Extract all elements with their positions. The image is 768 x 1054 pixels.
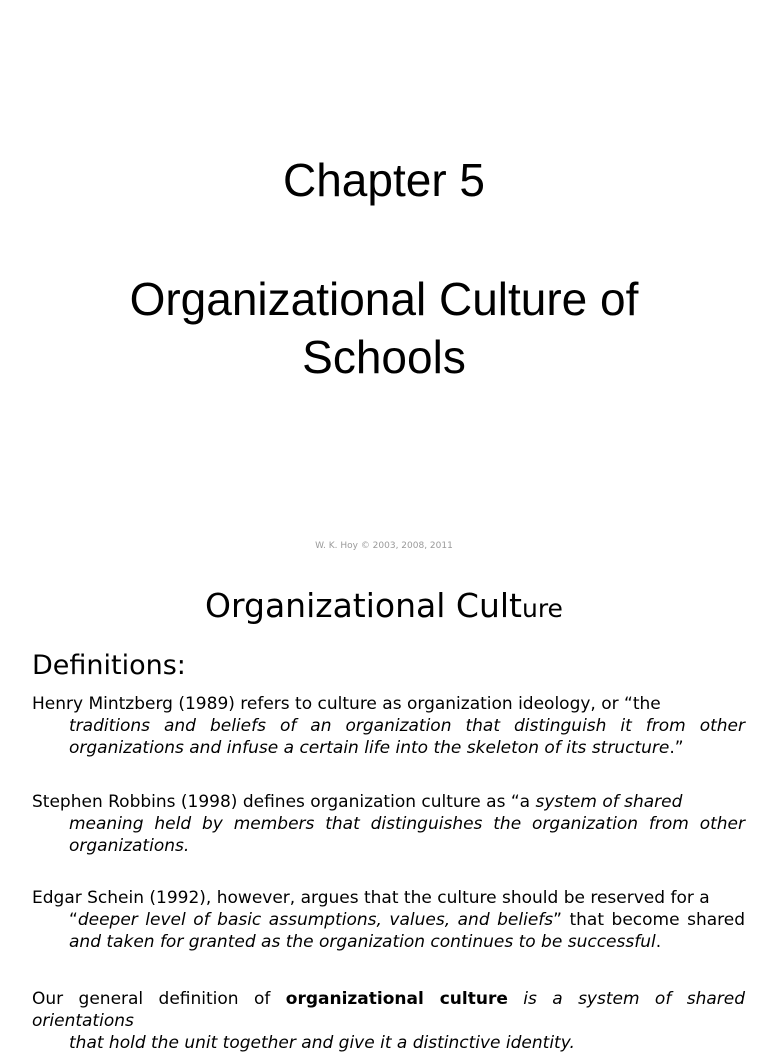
slide-title-tail: ure — [521, 594, 563, 623]
mintzberg-lead: Henry Mintzberg (1989) refers to culture as organization ideology, or “the — [32, 694, 661, 714]
copyright-footer: W. K. Hoy © 2003, 2008, 2011 — [315, 541, 453, 551]
slide-title-main: Organizational Cult — [205, 586, 522, 625]
definition-schein — [32, 887, 745, 953]
subtitle-line-2: Schools — [302, 331, 466, 383]
definitions-heading: Definitions: — [32, 650, 186, 681]
chapter-subtitle — [0, 270, 768, 386]
schein-end: . — [655, 932, 662, 952]
schein-close-quote: ” — [553, 910, 562, 930]
mintzberg-quote: traditions and beliefs of an organization that distinguish it from other organizations and infuse a certain life into the skeleton of its structure — [69, 716, 745, 758]
slide-title — [0, 586, 768, 625]
schein-quote-1: deeper level of basic assumptions, values, and beliefs — [77, 910, 554, 930]
mintzberg-end: .” — [669, 738, 684, 758]
definition-mintzberg — [32, 693, 745, 759]
schein-mid: that become shared — [561, 910, 745, 930]
subtitle-line-1: Organizational Culture of — [129, 273, 639, 325]
definition-robbins — [32, 791, 745, 857]
general-def-first: is a system of shared orientations — [32, 989, 746, 1031]
schein-quote-block — [32, 909, 745, 953]
definition-general — [32, 988, 745, 1054]
schein-quote-2: and taken for granted as the organization continues to be successful — [69, 932, 656, 952]
schein-open-quote: “ — [69, 910, 78, 930]
general-term: organizational culture — [285, 989, 508, 1009]
definitions-slide — [0, 570, 768, 1053]
general-def-rest: that hold the unit together and give it a distinctive identity. — [69, 1033, 575, 1053]
robbins-quote-first: system of shared — [535, 792, 683, 812]
robbins-quote-block — [32, 813, 745, 857]
robbins-quote-rest: meaning held by members that distinguishes the organization from other organizations. — [69, 814, 745, 856]
robbins-lead: Stephen Robbins (1998) defines organization culture as “a — [32, 792, 536, 812]
general-lead: Our general definition of — [32, 989, 286, 1009]
schein-lead: Edgar Schein (1992), however, argues that the culture should be reserved for a — [32, 888, 710, 908]
mintzberg-quote-block — [32, 715, 745, 759]
general-def-block — [32, 1032, 745, 1054]
chapter-title: Chapter 5 — [282, 154, 485, 206]
